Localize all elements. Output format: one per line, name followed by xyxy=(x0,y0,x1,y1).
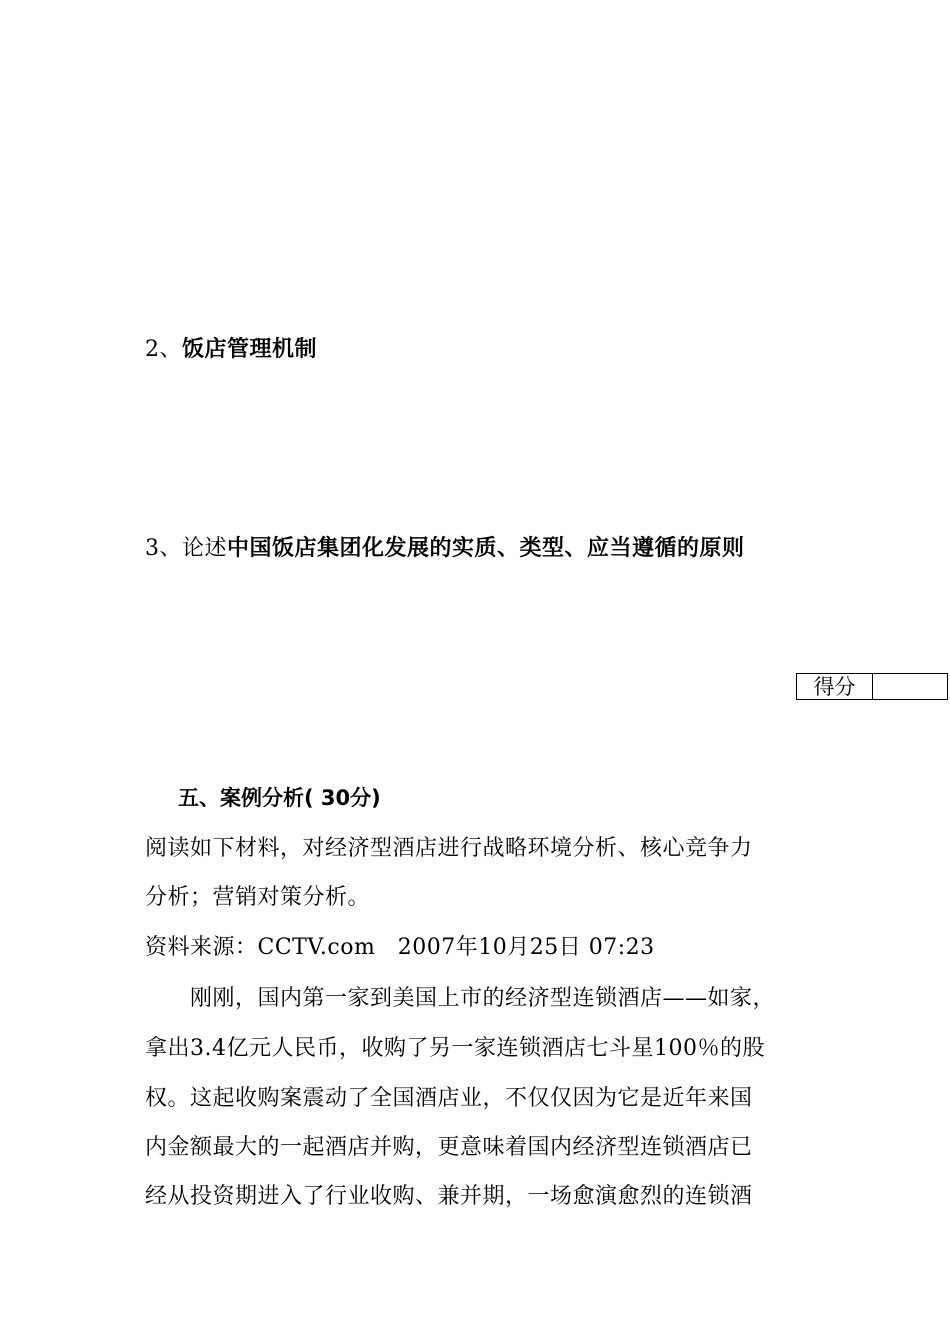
body-line-1: 阅读如下材料，对经济型酒店进行战略环境分析、核心竞争力 xyxy=(145,836,753,861)
score-box xyxy=(796,673,948,700)
question-3-number: 3、 xyxy=(145,536,182,561)
question-3-text: 中国饭店集团化发展的实质、类型、应当遵循的原则 xyxy=(227,536,745,561)
question-3 xyxy=(145,536,745,562)
body-line-2: 分析；营销对策分析。 xyxy=(145,885,371,910)
score-value-field[interactable] xyxy=(873,674,947,699)
score-label: 得分 xyxy=(797,674,873,699)
body-line-5: 拿出3.4亿元人民币，收购了另一家连锁酒店七斗星100％的股 xyxy=(145,1036,765,1061)
question-2-text: 饭店管理机制 xyxy=(182,337,318,362)
section-title: 五、案例分析( 30分) xyxy=(178,786,381,810)
body-line-4: 刚刚，国内第一家到美国上市的经济型连锁酒店——如家， xyxy=(145,986,776,1011)
source-line: 资料来源：CCTV.com 2007年10月25日 07:23 xyxy=(145,935,655,960)
body-line-7: 内金额最大的一起酒店并购，更意味着国内经济型连锁酒店已 xyxy=(145,1135,753,1160)
question-2 xyxy=(145,337,317,363)
question-3-prefix: 论述 xyxy=(182,536,228,561)
question-2-number: 2、 xyxy=(145,337,182,362)
body-line-8: 经从投资期进入了行业收购、兼并期，一场愈演愈烈的连锁酒 xyxy=(145,1184,753,1209)
body-line-6: 权。这起收购案震动了全国酒店业，不仅仅因为它是近年来国 xyxy=(145,1086,753,1111)
